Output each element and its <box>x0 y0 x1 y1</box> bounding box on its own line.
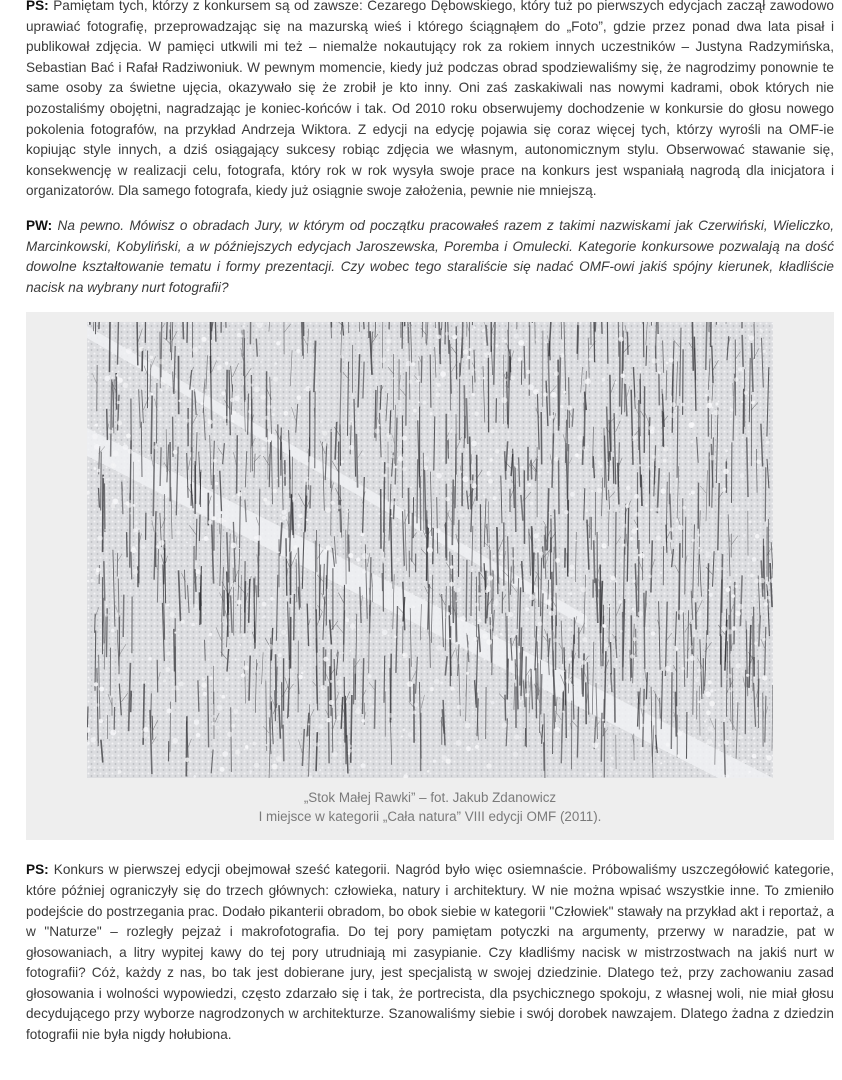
caption-title: „Stok Małej Rawki” – fot. Jakub Zdanowicz <box>303 790 557 806</box>
photo-caption <box>26 788 834 826</box>
photo-snowy-forest-slope <box>87 322 773 778</box>
paragraph-text: Konkurs w pierwszej edycji obejmował sześć kategorii. Nagród było więc osiemnaście. Próbowaliśmy uszczegółowić kategorie, które później ograniczyły się do trzech głównych: człowieka, natury i architektury. W nie można wpisać wszystkie inne. To zmieniło podejście do postrzegania prac. Dodało pikanterii obradom, bo obok siebie w kategorii "Człowiek" stawały na przykład akt i reportaż, a w "Naturze" – rozległy pejzaż i makrofotografia. Do tej pory pamiętam potyczki na argumenty, przerwy w naradzie, pat w głosowaniach, a litry wypitej kawy do tej pory utrudniają mi zasypianie. Czy kładliśmy nacisk w mistrzostwach na jakiś nurt w fotografii? Cóż, każdy z nas, bo tak jest dobierane jury, jest specjalistą w swojej dziedzinie. Dlatego też, przy zachowaniu zasad głosowania i wolności wypowiedzi, często zdarzało się i tak, że portrecista, dla psychicznego spokoju, z własnej woli, nie miał głosu decydującego przy wyborze nagrodzonych w architekturze. Szanowaliśmy siebie i swój dorobek nawzajem. Dlatego żadna z dziedzin fotografii nie była nigdy hołubiona. <box>26 862 834 1043</box>
caption-award: I miejsce w kategorii „Cała natura” VIII edycji OMF (2011). <box>258 809 602 825</box>
paragraph-text: Na pewno. Mówisz o obradach Jury, w którym od początku pracowałeś razem z takimi nazwiskami jak Czerwiński, Wieliczko, Marcinkowski, Kobyliński, a w późniejszych edycjach Jaroszewska, Poremba i Omulecki. Kategorie konkursowe pozwalają na dość dowolne kształtowanie tematu i formy prezentacji. Czy wobec tego staraliście się nadać OMF-owi jakiś spójny kierunek, kładliście nacisk na wybrany nurt fotografii? <box>26 217 834 295</box>
paragraph-ps-1 <box>26 0 834 202</box>
speaker-label: PS: <box>26 0 49 13</box>
speaker-label: PS: <box>26 862 49 878</box>
paragraph-text: Pamiętam tych, którzy z konkursem są od zawsze: Cezarego Dębowskiego, który tuż po pierwszych edycjach zaczął zawodowo uprawiać fotografię, przeprowadzając się na mazurską wieś i którego ściągnąłem do „Foto”, gdzie przez ponad dwa lata pisał i publikował zdjęcia. W pamięci utkwili mi też – niemalże nokautujący rok za rokiem innych uczestników – Justyna Radzymińska, Sebastian Bać i Rafał Radziwoniuk. W pewnym momencie, kiedy już podczas obrad spodziewaliśmy się, że nagrodzimy ponownie te same osoby za świetne ujęcia, okazywało się że zrobił je kto inny. Oni zaś zaskakiwali nas nowymi kadrami, obok których nie pozostaliśmy obojętni, nagradzając je koniec-końców i tak. Od 2010 roku obserwujemy dochodzenie w konkursie do głosu nowego pokolenia fotografów, na przykład Andrzeja Wiktora. Z edycji na edycję pojawia się coraz więcej tych, którzy wyrośli na OMF-ie kopiując style innych, a dziś osiągający sukcesy robiąc zdjęcia we własnym, autonomicznym stylu. Obserwować stawanie się, konsekwencję w realizacji celu, fotografa, który rok w rok wysyła swoje prace na konkurs jest wspaniałą nagrodą dla inicjatora i organizatorów. Dla samego fotografa, kiedy już osiągnie swoje założenia, pewnie nie mniejszą. <box>26 0 834 199</box>
paragraph-pw-question <box>26 216 834 298</box>
photo-figure <box>26 312 834 840</box>
speaker-label: PW: <box>26 217 53 233</box>
paragraph-ps-2 <box>26 860 834 1045</box>
article-body <box>26 0 834 1046</box>
forest-illustration <box>87 322 773 778</box>
